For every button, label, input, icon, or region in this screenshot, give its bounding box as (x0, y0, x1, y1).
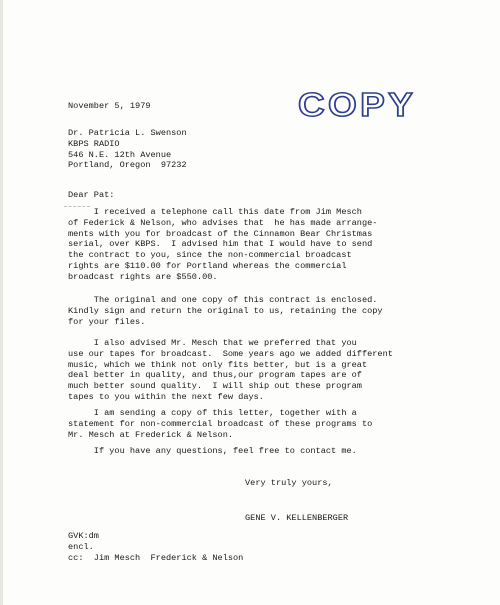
letter-date: November 5, 1979 (68, 101, 151, 111)
paragraph-line: use our tapes for broadcast. Some years ago we added different (68, 348, 393, 359)
paragraph-line: I also advised Mr. Mesch that we preferred that you (68, 338, 357, 348)
paragraph-line: broadcast rights are $550.00. (68, 271, 218, 282)
paragraph-5 (68, 446, 357, 457)
closing: Very truly yours, (245, 478, 333, 488)
address-line: 546 N.E. 12th Avenue (68, 149, 172, 160)
typist-initials: GVK:dm (68, 531, 99, 541)
paragraph-line: much better sound quality. I will ship out these program (68, 381, 362, 392)
paragraph-1 (68, 207, 377, 283)
paragraph-line: ments with you for broadcast of the Cinnamon Bear Christmas (68, 228, 373, 239)
letter-notations (68, 531, 243, 563)
paragraph-line: tapes to you within the next few days. (68, 391, 264, 402)
copy-stamp: COPY (298, 86, 417, 123)
paragraph-line: The original and one copy of this contract is enclosed. (68, 295, 378, 305)
paragraph-line: for your files. (68, 316, 146, 327)
paragraph-line: deal better in quality, and thus,our program tapes are of (68, 370, 362, 381)
address-line: Dr. Patricia L. Swenson (68, 128, 187, 138)
address-line: KBPS RADIO (68, 138, 120, 149)
paragraph-3 (68, 338, 393, 403)
address-line: Portland, Oregon 97232 (68, 160, 187, 171)
paragraph-line: Mr. Mesch at Frederick & Nelson. (68, 429, 234, 440)
page-edge-shadow (0, 0, 3, 605)
paragraph-line: serial, over KBPS. I advised him that I would have to send (68, 239, 373, 250)
paragraph-line: If you have any questions, feel free to contact me. (68, 446, 357, 456)
paragraph-line: Kindly sign and return the original to us, retaining the copy (68, 305, 383, 316)
paragraph-2 (68, 295, 383, 327)
paragraph-line: the contract to you, since the non-commercial broadcast (68, 250, 352, 261)
paragraph-line: rights are $110.00 for Portland whereas the commercial (68, 260, 347, 271)
enclosure-note: encl. (68, 541, 94, 552)
carbon-copy-line: cc: Jim Mesch Frederick & Nelson (68, 552, 244, 563)
paragraph-line: I am sending a copy of this letter, together with a (68, 408, 357, 418)
paragraph-line: I received a telephone call this date from Jim Mesch (68, 207, 362, 217)
signature-name: GENE V. KELLENBERGER (245, 513, 349, 523)
paragraph-line: statement for non-commercial broadcast of these programs to (68, 418, 373, 429)
recipient-address (68, 128, 187, 171)
salutation: Dear Pat: (68, 190, 115, 200)
paragraph-line: of Federick & Nelson, who advises that he has made arrange- (68, 217, 378, 228)
paragraph-line: music, which we think not only fits better, but is a great (68, 359, 368, 370)
paragraph-4 (68, 408, 372, 440)
